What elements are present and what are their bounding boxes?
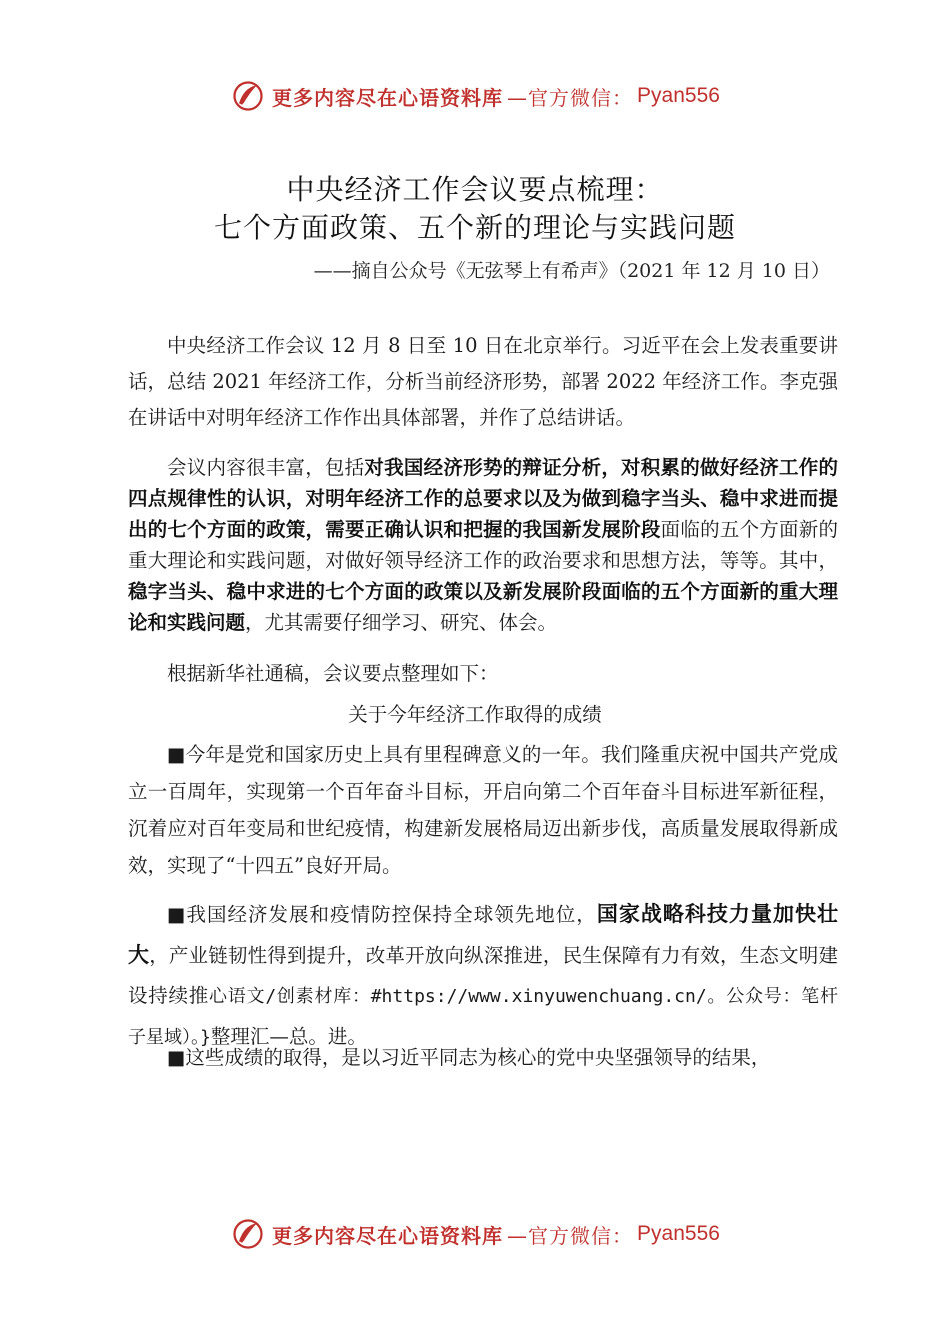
doc-title-line1: 中央经济工作会议要点梳理： [286,173,664,206]
doc-title-line2: 七个方面政策、五个新的理论与实践问题 [213,211,736,244]
logo-icon [230,1216,266,1252]
paragraph-source-note: 根据新华社通稿，会议要点整理如下： [167,662,499,685]
p2-bold-d: 稳字当头、稳中求进的七个方面的政策以及新发展阶段面临的五个方面新的重大理论和实践问题 [128,580,838,634]
p5-text-e: 整理汇—总。进。 [210,1025,367,1048]
p2-bold-b: 对我国经济形势的辩证分析，对积累的做好经济工作的四点规律性的认识，对明年经济工作的总要求以及为做到稳字当头、稳中求进而提出的七个方面的政策，需要正确认识和把握的我国新发展阶段 [128,456,838,541]
banner-sep-text: —官方微信： [507,1223,634,1248]
paragraph-achievements: ■今年是党和国家历史上具有里程碑意义的一年。我们隆重庆祝中国共产党成立一百周年，实现第一个百年奋斗目标，开启向第二个百年奋斗目标进军新征程，沉着应对百年变局和世纪疫情，构建新发展格局迈出新步伐，高质量发展取得新成效，实现了“十四五”良好开局。 [128,743,838,877]
paragraph-intro: 中央经济工作会议 12 月 8 日至 10 日在北京举行。习近平在会上发表重要讲话，总结 2021 年经济工作，分析当前经济形势，部署 2022 年经济工作。李克强在讲话中对明年经济工作作出具体部署，并作了总结讲话。 [128,334,838,429]
p2-text-a: 会议内容很丰富，包括 [167,456,365,479]
banner-wechat-id: Pyan556 [637,84,720,107]
p5-bold-b: 国家战略科技力量加快壮大 [128,902,838,967]
paragraph-contents [128,452,838,638]
p2-text-c: 面临的五个方面新的重大理论和实践问题，对做好领导经济工作的政治要求和思想方法，等等。其中， [128,518,838,572]
logo-icon [230,78,266,114]
banner-main-text: 更多内容尽在心语资料库 [272,85,504,110]
p5-text-a: ■我国经济发展和疫情防控保持全球领先地位， [167,903,597,926]
p5-text-d: 心语文/创素材库：#https://www.xinyuwenchuang.cn/。公众号：笔杆子星域）。} [128,986,838,1048]
banner-wechat-id: Pyan556 [637,1222,720,1245]
banner-main-text: 更多内容尽在心语资料库 [272,1223,504,1248]
p2-text-e: ，尤其需要仔细学习、研究、体会。 [245,611,558,634]
header-watermark-banner [0,76,950,116]
doc-source-line: ——摘自公众号《无弦琴上有希声》（2021 年 12 月 10 日） [313,260,830,282]
p5-text-c: ，产业链韧性得到提升，改革开放向纵深推进，民生保障有力有效，生态文明建设持续推 [128,944,838,1007]
paragraph-economy [128,894,838,1058]
footer-watermark-banner [0,1214,950,1254]
paragraph-leadership: ■这些成绩的取得，是以习近平同志为核心的党中央坚强领导的结果， [167,1046,771,1069]
section-heading: 关于今年经济工作取得的成绩 [348,703,602,726]
banner-sep-text: —官方微信： [507,85,634,110]
